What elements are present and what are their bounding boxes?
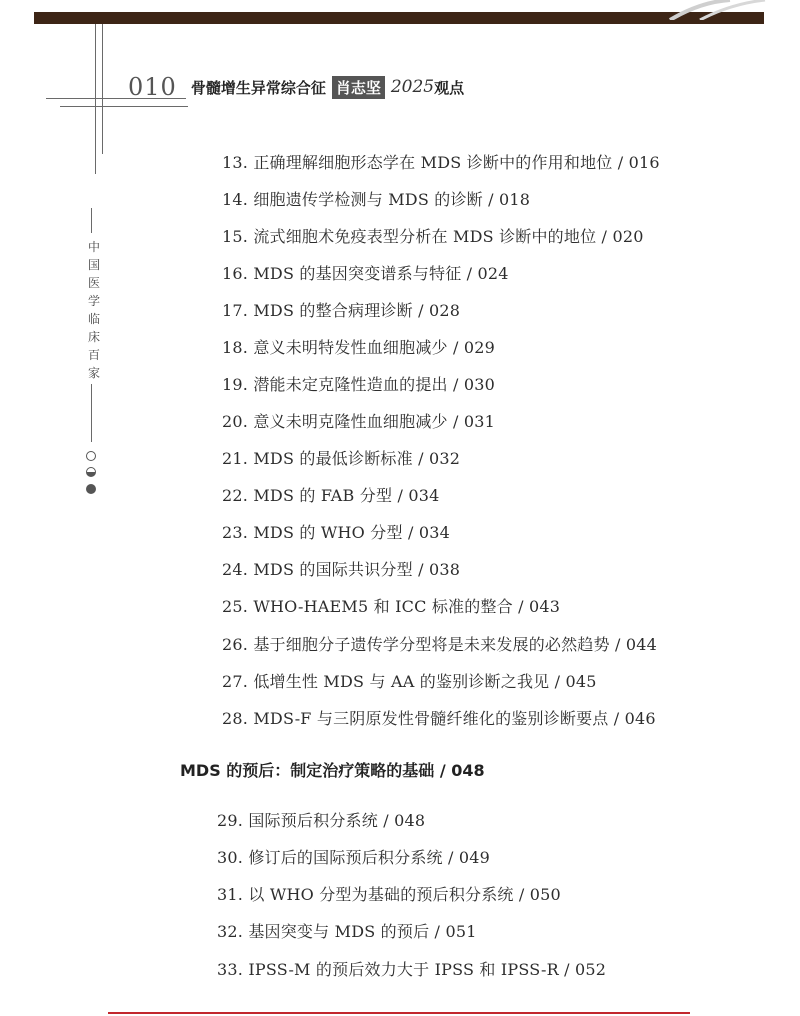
toc-entry[interactable]: 25. WHO-HAEM5 和 ICC 标准的整合 / 043 bbox=[222, 597, 561, 616]
toc-entry[interactable]: 33. IPSS-M 的预后效力大于 IPSS 和 IPSS-R / 052 bbox=[217, 960, 607, 979]
toc-entry[interactable]: 28. MDS-F 与三阴原发性骨髓纤维化的鉴别诊断要点 / 046 bbox=[222, 709, 656, 728]
running-header bbox=[128, 72, 464, 102]
half-circle-icon bbox=[86, 467, 96, 477]
empty-circle-icon bbox=[86, 451, 96, 461]
toc-entry[interactable]: 31. 以 WHO 分型为基础的预后积分系统 / 050 bbox=[217, 885, 561, 904]
filled-circle-icon bbox=[86, 484, 96, 494]
header-bar bbox=[34, 12, 764, 24]
section-heading[interactable]: MDS 的预后：制定治疗策略的基础 / 048 bbox=[180, 761, 485, 780]
toc-entry[interactable]: 32. 基因突变与 MDS 的预后 / 051 bbox=[217, 922, 477, 941]
corner-swoosh-decoration bbox=[660, 0, 770, 20]
toc-entry[interactable]: 21. MDS 的最低诊断标准 / 032 bbox=[222, 449, 461, 468]
toc-entry[interactable]: 19. 潜能未定克隆性造血的提出 / 030 bbox=[222, 375, 496, 394]
toc-entry[interactable]: 27. 低增生性 MDS 与 AA 的鉴别诊断之我见 / 045 bbox=[222, 672, 597, 691]
toc-entry[interactable]: 24. MDS 的国际共识分型 / 038 bbox=[222, 560, 461, 579]
toc-entry[interactable]: 26. 基于细胞分子遗传学分型将是未来发展的必然趋势 / 044 bbox=[222, 635, 658, 654]
guide-line-vertical bbox=[95, 24, 96, 174]
toc-entry[interactable]: 16. MDS 的基因突变谱系与特征 / 024 bbox=[222, 264, 509, 283]
book-title: 骨髓增生异常综合征 bbox=[190, 78, 326, 97]
edition-year: 2025 bbox=[390, 77, 435, 97]
toc-entry[interactable]: 23. MDS 的 WHO 分型 / 034 bbox=[222, 523, 450, 542]
guide-line-vertical bbox=[102, 24, 103, 154]
guide-line-horizontal bbox=[60, 106, 188, 107]
series-label: 中 国 医 学 临 床 百 家 bbox=[87, 240, 100, 380]
side-rule bbox=[91, 208, 92, 233]
toc-entry[interactable]: 15. 流式细胞术免疫表型分析在 MDS 诊断中的地位 / 020 bbox=[222, 227, 644, 246]
toc-entry[interactable]: 29. 国际预后积分系统 / 048 bbox=[217, 811, 426, 830]
toc-entry[interactable]: 13. 正确理解细胞形态学在 MDS 诊断中的作用和地位 / 016 bbox=[222, 153, 660, 172]
side-rule bbox=[91, 384, 92, 442]
toc-entry[interactable]: 17. MDS 的整合病理诊断 / 028 bbox=[222, 301, 461, 320]
toc-entry[interactable]: 14. 细胞遗传学检测与 MDS 的诊断 / 018 bbox=[222, 190, 531, 209]
toc-entry[interactable]: 18. 意义未明特发性血细胞减少 / 029 bbox=[222, 338, 496, 357]
toc-entry[interactable]: 22. MDS 的 FAB 分型 / 034 bbox=[222, 486, 440, 505]
page-number: 010 bbox=[128, 73, 177, 101]
toc-entry[interactable]: 30. 修订后的国际预后积分系统 / 049 bbox=[217, 848, 491, 867]
author-name: 肖志坚 bbox=[332, 76, 385, 99]
bottom-accent-line bbox=[108, 1012, 690, 1014]
toc-entry[interactable]: 20. 意义未明克隆性血细胞减少 / 031 bbox=[222, 412, 496, 431]
edition-suffix: 观点 bbox=[434, 78, 465, 97]
